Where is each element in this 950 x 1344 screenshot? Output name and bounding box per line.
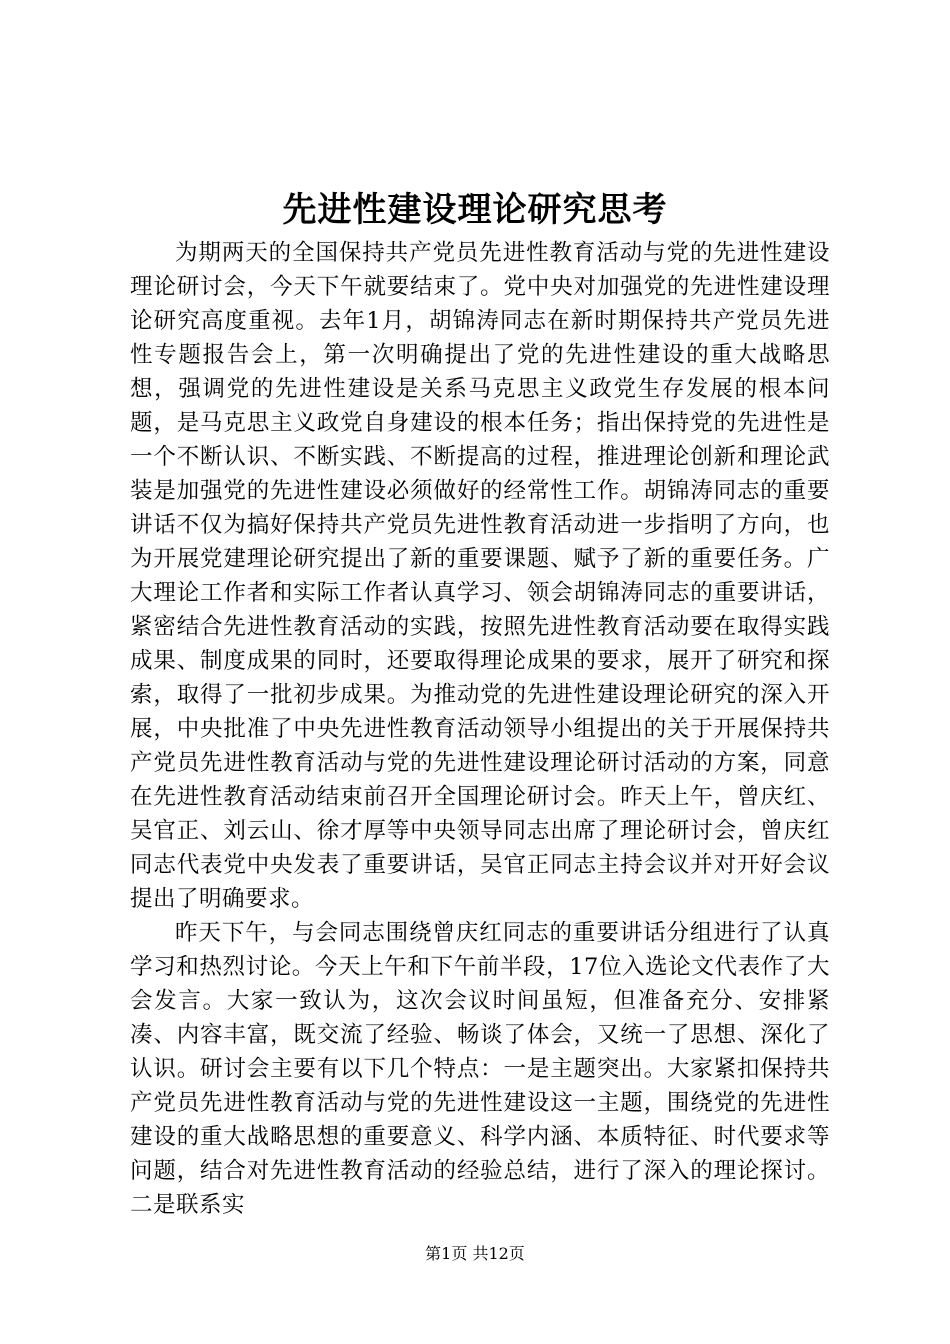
page-number-footer: 第1页 共12页 <box>425 1244 525 1263</box>
paragraph-2: 昨天下午，与会同志围绕曾庆红同志的重要讲话分组进行了认真学习和热烈讨论。今天上午和下午前半段，17位入选论文代表作了大会发言。大家一致认为，这次会议时间虽短，但准备充分、安排紧凑、内容丰富，既交流了经验、畅谈了体会，又统一了思想、深化了认识。研讨会主要有以下几个特点：一是主题突出。大家紧扣保持共产党员先进性教育活动与党的先进性建设这一主题，围绕党的先进性建设的重大战略思想的重要意义、科学内涵、本质特征、时代要求等问题，结合对先进性教育活动的经验总结，进行了深入的理论探讨。二是联系实 <box>130 920 830 1218</box>
document-body <box>130 236 830 1222</box>
paragraph-1: 为期两天的全国保持共产党员先进性教育活动与党的先进性建设理论研讨会，今天下午就要结束了。党中央对加强党的先进性建设理论研究高度重视。去年1月，胡锦涛同志在新时期保持共产党员先进性专题报告会上，第一次明确提出了党的先进性建设的重大战略思想，强调党的先进性建设是关系马克思主义政党生存发展的根本问题，是马克思主义政党自身建设的根本任务；指出保持党的先进性是一个不断认识、不断实践、不断提高的过程，推进理论创新和理论武装是加强党的先进性建设必须做好的经常性工作。胡锦涛同志的重要讲话不仅为搞好保持共产党员先进性教育活动进一步指明了方向，也为开展党建理论研究提出了新的重要课题、赋予了新的重要任务。广大理论工作者和实际工作者认真学习、领会胡锦涛同志的重要讲话，紧密结合先进性教育活动的实践，按照先进性教育活动要在取得实践成果、制度成果的同时，还要取得理论成果的要求，展开了研究和探索，取得了一批初步成果。为推动党的先进性建设理论研究的深入开展，中央批准了中央先进性教育活动领导小组提出的关于开展保持共产党员先进性教育活动与党的先进性建设理论研讨活动的方案，同意在先进性教育活动结束前召开全国理论研讨会。昨天上午，曾庆红、吴官正、刘云山、徐才厚等中央领导同志出席了理论研讨会，曾庆红同志代表党中央发表了重要讲话，吴官正同志主持会议并对开好会议提出了明确要求。 <box>130 240 830 912</box>
document-title: 先进性建设理论研究思考 <box>282 190 668 230</box>
